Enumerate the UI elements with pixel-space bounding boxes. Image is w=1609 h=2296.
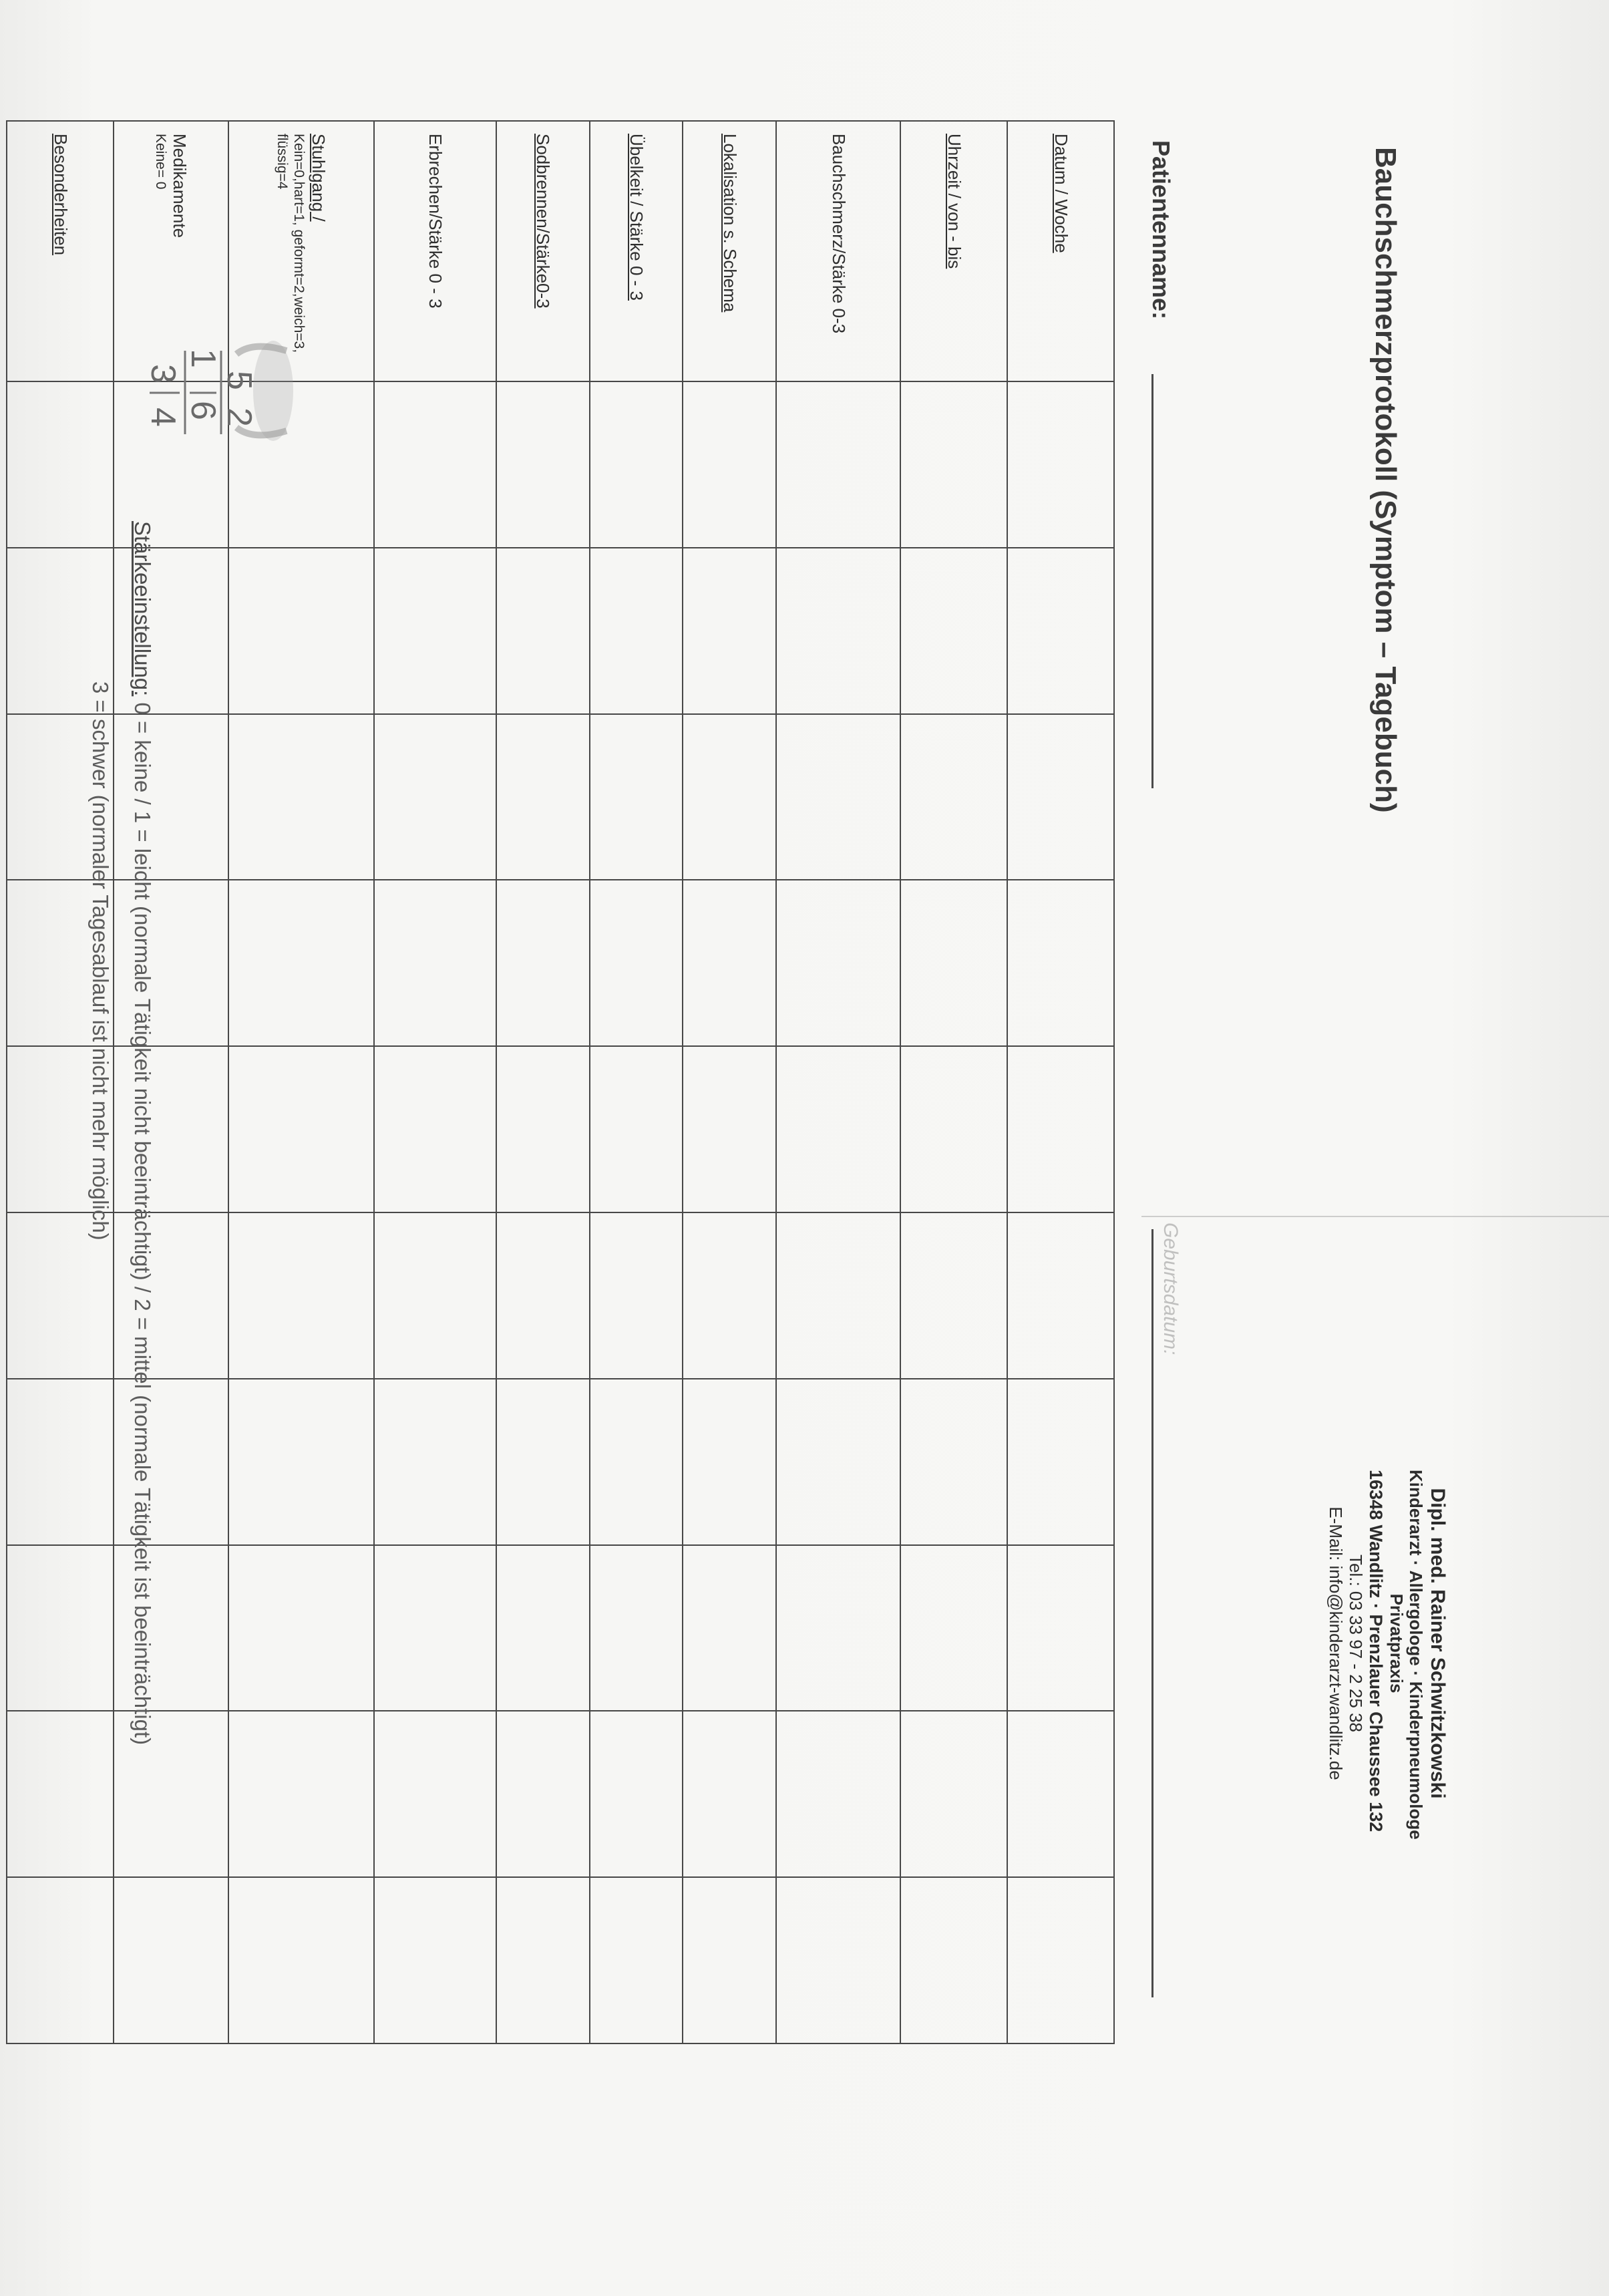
entry-cell[interactable] [590,1212,683,1379]
entry-cell[interactable] [374,714,496,880]
entry-cell[interactable] [683,1046,776,1212]
table-row [374,121,496,2043]
entry-cell[interactable] [114,1877,228,2043]
entry-cell[interactable] [374,1046,496,1212]
patient-name-field[interactable] [1151,374,1153,788]
row-label-subtext: Keine= 0 [152,134,168,190]
row-label-text: Uhrzeit / von - bis [944,134,964,269]
table-row [683,121,776,2043]
entry-cell[interactable] [683,1212,776,1379]
entry-cell[interactable] [900,548,1007,714]
entry-cell[interactable] [374,381,496,548]
entry-cell[interactable] [496,1545,590,1711]
row-label [776,121,900,381]
entry-cell[interactable] [900,1379,1007,1545]
entry-cell[interactable] [1007,714,1114,880]
schema-number-1: 1 [184,349,222,368]
entry-cell[interactable] [900,1545,1007,1711]
entry-cell[interactable] [228,1212,374,1379]
birthdate-field[interactable] [1151,1229,1153,1997]
schema-number-5: 5 [220,371,258,390]
row-label [900,121,1007,381]
doctor-email: E-Mail: info@kinderarzt-wandlitz.de [1325,1506,1346,1780]
row-label-text: Erbrechen/Stärke 0 - 3 [425,134,446,309]
schema-number-3: 3 [144,364,182,383]
entry-cell[interactable] [1007,1212,1114,1379]
entry-cell[interactable] [590,880,683,1046]
entry-cell[interactable] [900,1711,1007,1877]
entry-cell[interactable] [1007,548,1114,714]
entry-cell[interactable] [683,714,776,880]
entry-cell[interactable] [1007,880,1114,1046]
entry-cell[interactable] [776,1877,900,2043]
row-label-text: Bauchschmerz/Stärke 0-3 [828,134,849,334]
row-label-text: Übelkeit / Stärke 0 - 3 [627,134,647,301]
entry-cell[interactable] [590,1379,683,1545]
table-row [590,121,683,2043]
entry-cell[interactable] [1007,1046,1114,1212]
entry-cell[interactable] [776,548,900,714]
row-label-text: Lokalisation s. Schema [719,134,740,313]
entry-cell[interactable] [374,1545,496,1711]
row-label-text: Datum / Woche [1051,134,1071,253]
page-title: Bauchschmerzprotokoll (Symptom – Tagebuch) [1369,147,1402,813]
doctor-role: Kinderarzt · Allergologe · Kinderpneumologe [1406,1470,1427,1840]
entry-cell[interactable] [1007,1545,1114,1711]
row-label [683,121,776,381]
entry-cell[interactable] [683,548,776,714]
entry-cell[interactable] [900,1212,1007,1379]
row-label-text: Sodbrennen/Stärke0-3 [533,134,554,309]
severity-legend-label: Stärkeeinstellung: [130,521,155,697]
row-label [590,121,683,381]
entry-cell[interactable] [590,1545,683,1711]
entry-cell[interactable] [496,880,590,1046]
entry-cell[interactable] [7,1877,114,2043]
schema-number-2: 2 [220,407,258,427]
table-row [1007,121,1114,2043]
severity-legend-text-1: 0 = keine / 1 = leicht (normale Tätigkeit nicht beeinträchtigt) / 2 = mittel (normale Tätigkeit ist beeinträchtigt) [130,702,155,1746]
entry-cell[interactable] [776,1711,900,1877]
entry-cell[interactable] [776,1545,900,1711]
entry-cell[interactable] [228,1877,374,2043]
row-label [496,121,590,381]
entry-cell[interactable] [228,880,374,1046]
abdomen-schema-icon [140,314,300,468]
table-row [900,121,1007,2043]
birthdate-label: Geburtsdatum: [1159,1222,1182,1355]
entry-cell[interactable] [900,714,1007,880]
entry-cell[interactable] [590,1046,683,1212]
entry-cell[interactable] [1007,381,1114,548]
entry-cell[interactable] [496,548,590,714]
entry-cell[interactable] [683,1877,776,2043]
severity-legend-line-1 [121,521,163,1745]
severity-legend-line-2: 3 = schwer (normaler Tagesablauf ist nicht mehr möglich) [88,681,114,1241]
entry-cell[interactable] [776,880,900,1046]
entry-cell[interactable] [374,1877,496,2043]
entry-cell[interactable] [590,381,683,548]
row-label-text: Stuhlgang / [308,134,329,222]
entry-cell[interactable] [496,1877,590,2043]
entry-cell[interactable] [374,1379,496,1545]
entry-cell[interactable] [776,1046,900,1212]
entry-cell[interactable] [374,548,496,714]
entry-cell[interactable] [900,880,1007,1046]
table-row [776,121,900,2043]
entry-cell[interactable] [776,1379,900,1545]
entry-cell[interactable] [683,1711,776,1877]
entry-cell[interactable] [374,1212,496,1379]
entry-cell[interactable] [683,880,776,1046]
entry-cell[interactable] [590,1877,683,2043]
entry-cell[interactable] [374,880,496,1046]
row-label [374,121,496,381]
entry-cell[interactable] [496,1379,590,1545]
row-label-subtext: Kein=0,hart=1, geformt=2,weich=3, flüssig=4 [275,134,307,353]
doctor-phone: Tel.: 03 33 97 - 2 25 38 [1345,1554,1366,1732]
entry-cell[interactable] [496,714,590,880]
entry-cell[interactable] [683,381,776,548]
entry-cell[interactable] [776,714,900,880]
row-label [1007,121,1114,381]
doctor-stamp [1325,1470,1449,1840]
entry-cell[interactable] [228,1711,374,1877]
row-label-text: Besonderheiten [50,134,71,256]
entry-cell[interactable] [900,1046,1007,1212]
entry-cell[interactable] [1007,1877,1114,2043]
doctor-address: 16348 Wandlitz · Prenzlauer Chaussee 132 [1365,1470,1386,1832]
header-divider [1141,1216,1609,1217]
entry-cell[interactable] [228,714,374,880]
entry-cell[interactable] [900,381,1007,548]
entry-cell[interactable] [590,714,683,880]
entry-cell[interactable] [1007,1379,1114,1545]
entry-cell[interactable] [496,381,590,548]
entry-cell[interactable] [776,1212,900,1379]
entry-cell[interactable] [228,1545,374,1711]
doctor-practice: Privatpraxis [1386,1593,1407,1693]
entry-cell[interactable] [590,548,683,714]
entry-cell[interactable] [683,1379,776,1545]
table-row [496,121,590,2043]
doctor-name: Dipl. med. Rainer Schwitzkowski [1427,1488,1449,1799]
entry-cell[interactable] [374,1711,496,1877]
entry-cell[interactable] [228,1046,374,1212]
entry-cell[interactable] [900,1877,1007,2043]
entry-cell[interactable] [1007,1711,1114,1877]
entry-cell[interactable] [776,381,900,548]
schema-number-6: 6 [184,401,222,420]
entry-cell[interactable] [496,1212,590,1379]
row-label [7,121,114,381]
schema-number-4: 4 [144,407,182,427]
entry-cell[interactable] [228,548,374,714]
entry-cell[interactable] [496,1711,590,1877]
row-label-text: Medikamente [170,134,190,238]
entry-cell[interactable] [590,1711,683,1877]
severity-legend [79,521,163,1745]
entry-cell[interactable] [496,1046,590,1212]
entry-cell[interactable] [683,1545,776,1711]
entry-cell[interactable] [228,1379,374,1545]
patient-name-label: Patientenname: [1147,140,1175,320]
